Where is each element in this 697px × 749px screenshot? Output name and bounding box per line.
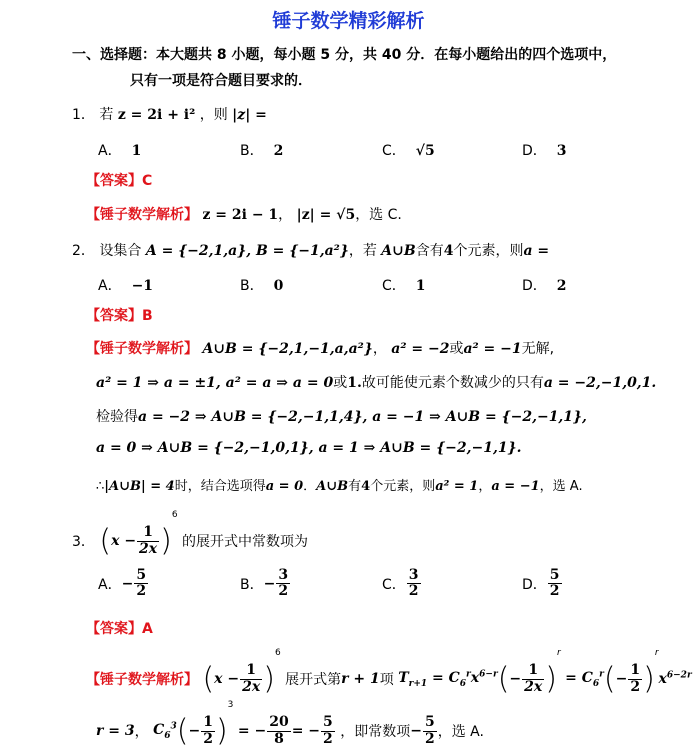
q2-analysis-line3: 检验得a = −2 ⇒ A∪B = {−2,−1,1,4}, a = −1 ⇒ A∪B = {−2,−1,1}, [96,409,587,425]
q2-option-b: B． 0 [240,278,284,294]
q3-option-b: B．− $\frac{3}{2}$ [240,567,289,600]
q2-option-c: C． 1 [382,278,426,294]
q3-answer: 【答案】A [86,621,153,637]
q2-analysis-line4: a = 0 ⇒ A∪B = {−2,−1,0,1}, a = 1 ⇒ A∪B = {−2,−1,1}. [96,440,522,456]
q2-option-a: A． −1 [98,278,154,294]
q3-option-a: A．− $\frac{5}{2}$ [98,567,147,600]
q3-option-c: C． $\frac{3}{2}$ [382,567,419,600]
q3-analysis-line1: 【锤子数学解析】 (x − $\frac{1}{2x}$ )$^6$ 展开式第r + 1项 $T_{r+1} = C_6^rx^{6-r}(-$ $\frac{1}{2x}$ )$^r = C_6^r(-$ $\frac{1}{2}$ )$^rx^{6-2r}$ [86,648,692,697]
q1-analysis: 【锤子数学解析】 z = 2i − 1， |z| = √5，选 C. [86,207,402,223]
q1-answer: 【答案】C [86,173,153,189]
q2-analysis-line5: ∴|A∪B| = 4时，结合选项得a = 0．A∪B有4个元素，则a² = 1，a = −1，选 A. [96,479,583,494]
q1-option-a: A． 1 [98,143,142,159]
q3-analysis-line2: r = 3， $C_6^3(-$ $\frac{1}{2}$ )$^3$ = − $\frac{20}{8}$ = − $\frac{5}{2}$ ，即常数项− $\frac{5}{2}$ ，选 A. [96,700,484,749]
q2-option-d: D． 2 [522,278,567,294]
q3-stem: 3． (x − $\frac{1}{2x}$ )$^6$ 的展开式中常数项为 [72,510,309,559]
q1-stem-math: z = 2i + i² [117,107,196,123]
q1-number: 1． [72,107,95,123]
q1-option-b: B． 2 [240,143,284,159]
q1-option-d: D． 3 [522,143,567,159]
q2-answer: 【答案】B [86,308,153,324]
q3-option-d: D． $\frac{5}{2}$ [522,567,560,600]
analysis-label: 【锤子数学解析】 [86,207,198,223]
q1-stem-prefix: 若 [99,107,114,123]
page-title: 锤子数学精彩解析 [272,10,425,32]
section-heading-line2: 只有一项是符合题目要求的． [130,73,312,89]
q2-analysis-line1: 【锤子数学解析】 A∪B = {−2,1,−1,a,a²}， a² = −2或a² = −1无解, [86,341,555,357]
q1-stem-math2: |z| = [232,107,267,123]
q2-stem: 2． 设集合 A = {−2,1,a}, B = {−1,a²}，若 A∪B含有4个元素，则a = [72,243,550,259]
q1-stem [72,104,267,124]
q1-stem-mid: ，则 [199,107,228,123]
section-heading: 一、选择题：本大题共 8 小题，每小题 5 分，共 40 分．在每小题给出的四个选项中， [72,47,617,63]
q2-analysis-line2: a² = 1 ⇒ a = ±1, a² = a ⇒ a = 0或1.故可能使元素个数减少的只有a = −2,−1,0,1. [96,375,657,391]
q1-option-c: C． √5 [382,143,435,159]
